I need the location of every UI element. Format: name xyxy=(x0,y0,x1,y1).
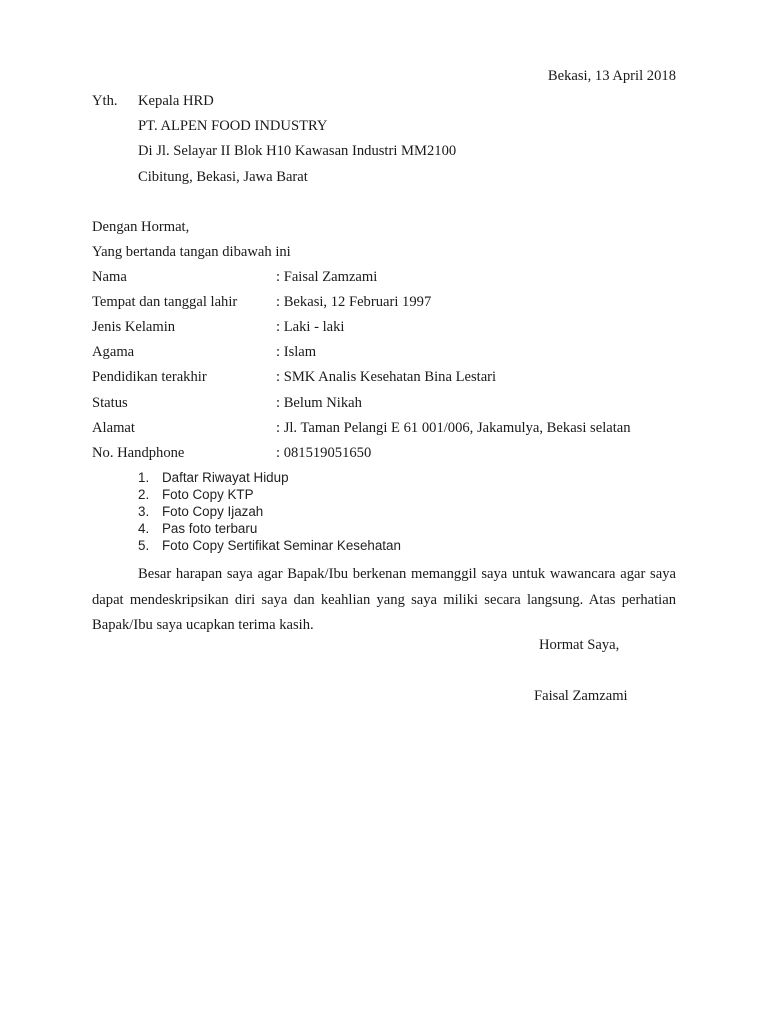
detail-value: : Faisal Zamzami xyxy=(276,269,378,285)
list-text: Daftar Riwayat Hidup xyxy=(162,470,289,485)
list-item xyxy=(138,503,401,520)
detail-label: Nama xyxy=(92,269,127,285)
detail-row-education xyxy=(92,369,692,391)
body-paragraph: Besar harapan saya agar Bapak/Ibu berkenan memanggil saya untuk wawancara agar saya dapat mendeskripsikan diri saya dan keahlian yang saya miliki secara langsung. Atas perhatian Bapak/Ibu saya ucapkan terima kasih. xyxy=(92,566,676,633)
list-item xyxy=(138,537,401,554)
list-item xyxy=(138,469,401,486)
detail-row-religion xyxy=(92,344,692,366)
signer-name: Faisal Zamzami xyxy=(534,688,628,704)
detail-row-phone xyxy=(92,445,692,467)
recipient-line: Kepala HRD xyxy=(138,93,214,109)
attachment-list xyxy=(138,469,401,554)
list-text: Foto Copy Sertifikat Seminar Kesehatan xyxy=(162,538,401,553)
detail-value: : Jl. Taman Pelangi E 61 001/006, Jakamulya, Bekasi selatan xyxy=(276,420,631,436)
detail-label: Alamat xyxy=(92,420,135,436)
recipient-line: Di Jl. Selayar II Blok H10 Kawasan Industri MM2100 xyxy=(138,143,457,159)
detail-value: : Islam xyxy=(276,344,317,360)
list-number: 2. xyxy=(138,487,150,502)
detail-label: Pendidikan terakhir xyxy=(92,369,207,385)
list-number: 4. xyxy=(138,521,150,536)
list-item xyxy=(138,520,401,537)
detail-label: Agama xyxy=(92,344,135,360)
detail-row-address xyxy=(92,420,692,442)
list-text: Pas foto terbaru xyxy=(162,521,258,536)
detail-row-ttl xyxy=(92,294,692,316)
intro-line: Yang bertanda tangan dibawah ini xyxy=(92,244,291,260)
detail-row-status xyxy=(92,395,692,417)
detail-label: Jenis Kelamin xyxy=(92,319,176,335)
letter-date: Bekasi, 13 April 2018 xyxy=(547,68,676,84)
recipient-line: Cibitung, Bekasi, Jawa Barat xyxy=(138,169,308,185)
list-item xyxy=(138,486,401,503)
closing: Hormat Saya, xyxy=(539,637,620,653)
recipient-prefix: Yth. xyxy=(92,93,118,109)
detail-value: : Laki - laki xyxy=(276,319,345,335)
list-number: 3. xyxy=(138,504,150,519)
detail-value: : Belum Nikah xyxy=(276,395,362,411)
recipient-line: PT. ALPEN FOOD INDUSTRY xyxy=(138,118,328,134)
list-text: Foto Copy KTP xyxy=(162,487,254,502)
detail-label: Status xyxy=(92,395,128,411)
detail-value: : Bekasi, 12 Februari 1997 xyxy=(276,294,432,310)
detail-label: No. Handphone xyxy=(92,445,185,461)
detail-value: : 081519051650 xyxy=(276,445,372,461)
detail-row-nama xyxy=(92,269,692,291)
detail-value: : SMK Analis Kesehatan Bina Lestari xyxy=(276,369,497,385)
list-text: Foto Copy Ijazah xyxy=(162,504,264,519)
greeting: Dengan Hormat, xyxy=(92,219,190,235)
detail-row-gender xyxy=(92,319,692,341)
detail-label: Tempat dan tanggal lahir xyxy=(92,294,238,310)
list-number: 5. xyxy=(138,538,150,553)
list-number: 1. xyxy=(138,470,150,485)
